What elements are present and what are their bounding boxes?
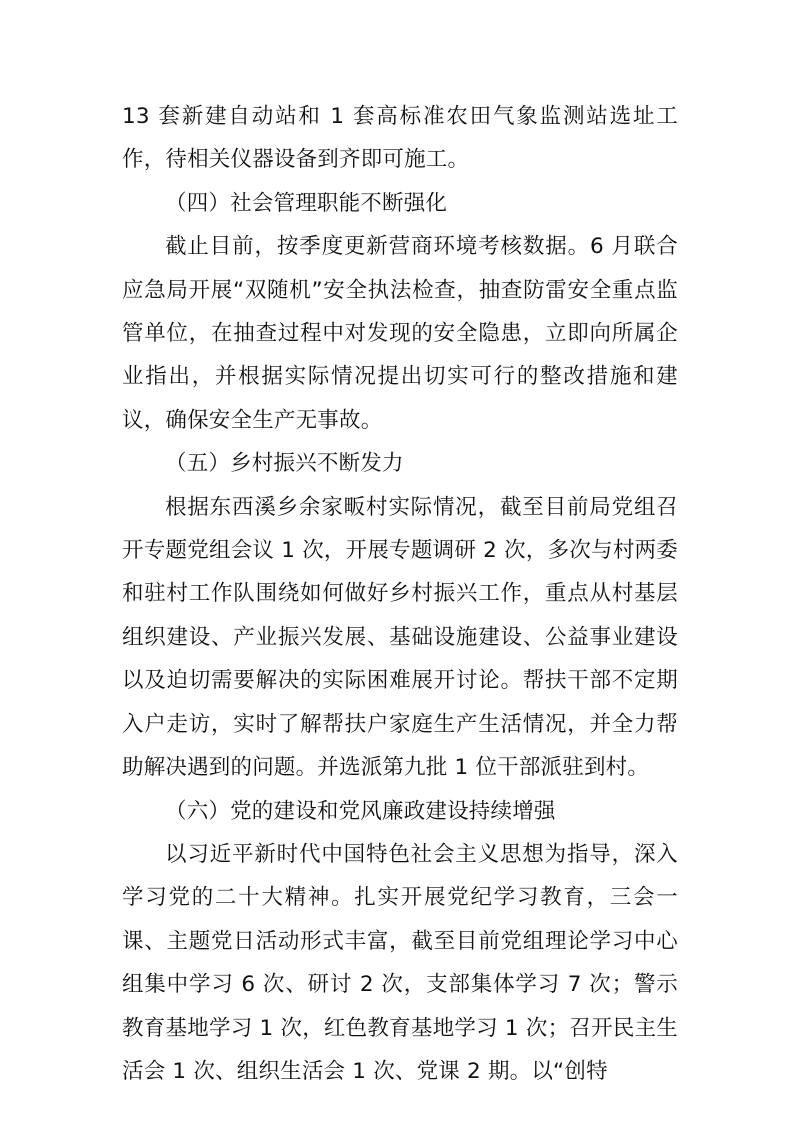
paragraph-social-management: 截止目前，按季度更新营商环境考核数据。6 月联合应急局开展“双随机”安全执法检查，抽查防雷安全重点监管单位，在抽查过程中对发现的安全隐患，立即向所属企业指出，并根据实际情况提出切实可行的整改措施和建议，确保安全生产无事故。: [122, 234, 678, 433]
document-page: [122, 95, 678, 1093]
section-heading-5: （五）乡村振兴不断发力: [165, 451, 404, 477]
paragraph-party-building: 以习近平新时代中国特色社会主义思想为指导，深入学习党的二十大精神。扎实开展党纪学习教育，三会一课、主题党日活动形式丰富，截至目前党组理论学习中心组集中学习 6 次、研讨 2 次，支部集体学习 7 次；警示教育基地学习 1 次，红色教育基地学习 1 次；召开民主生活会 1 次、组织生活会 1 次、党课 2 期。以“创特: [122, 841, 678, 1084]
section-heading-4: （四）社会管理职能不断强化: [165, 190, 448, 216]
paragraph-continuation: 13 套新建自动站和 1 套高标准农田气象监测站选址工作，待相关仪器设备到齐即可施工。: [122, 104, 678, 173]
paragraph-rural-revitalization: 根据东西溪乡余家畈村实际情况，截至目前局党组召开专题党组会议 1 次，开展专题调研 2 次，多次与村两委和驻村工作队围绕如何做好乡村振兴工作，重点从村基层组织建设、产业振兴发展、基础设施建设、公益事业建设以及迫切需要解决的实际困难展开讨论。帮扶干部不定期入户走访，实时了解帮扶户家庭生产生活情况，并全力帮助解决遇到的问题。并选派第九批 1 位干部派驻到村。: [122, 494, 678, 781]
section-heading-6: （六）党的建设和党风廉政建设持续增强: [165, 798, 556, 824]
